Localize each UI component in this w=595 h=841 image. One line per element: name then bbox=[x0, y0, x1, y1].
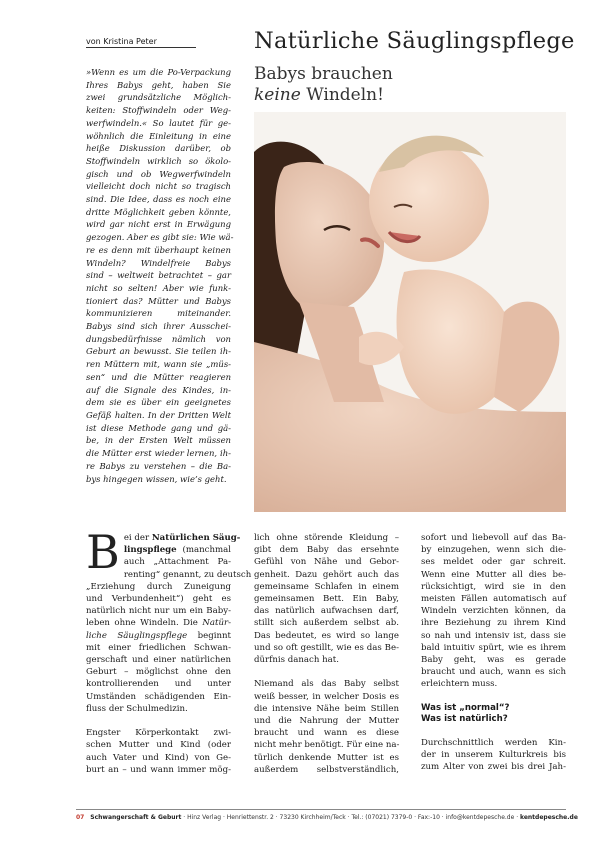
intro-line: tioniert das? Mütter und Babys bbox=[86, 295, 231, 306]
intro-line: sind – weltweit betrachtet – gar bbox=[86, 270, 231, 281]
page-number: 07 bbox=[76, 814, 85, 821]
text-line: ses meldet oder gar schreit. bbox=[421, 557, 566, 568]
page-footer bbox=[76, 809, 578, 821]
text-line: Gefühl von Nähe und Gebor- bbox=[254, 557, 399, 568]
italic-term: Natür- bbox=[202, 618, 231, 629]
intro-line: Gefäß halten. In der Dritten Welt bbox=[86, 409, 231, 420]
text-line: außerdem selbstverständlich, bbox=[254, 764, 399, 775]
intro-line: bys hingegen wissen, wie’s geht. bbox=[86, 473, 227, 484]
intro-line: werfwindeln.« So lautet für ge- bbox=[86, 117, 231, 128]
text-line: stillt sich außerdem selbst ab. bbox=[254, 618, 399, 629]
text-line: gemeinsamen Bett. Ein Baby, bbox=[254, 594, 399, 605]
intro-line: Ihres Babys geht, haben Sie bbox=[86, 79, 231, 90]
intro-line: wird gar nicht erst in Erwägung bbox=[86, 219, 231, 230]
text-line: so nah und intensiv ist, dass sie bbox=[421, 630, 566, 641]
text-line: burt an – und wann immer mög- bbox=[86, 764, 231, 775]
text-line: das natürlich aufwachsen darf, bbox=[254, 606, 399, 617]
text-line: Durchschnittlich werden Kin- bbox=[421, 738, 566, 749]
text-line: by einzugehen, wenn sich die- bbox=[421, 545, 566, 556]
intro-line: be, in der Ersten Welt müssen bbox=[86, 435, 231, 446]
text-line: braucht und auch, wann es sich bbox=[421, 667, 566, 678]
intro-line: auf die Signale des Kindes, in- bbox=[86, 384, 231, 395]
text-line: Niemand als das Baby selbst bbox=[254, 679, 399, 690]
text-line: dürfnis danach hat. bbox=[254, 655, 339, 666]
article-subtitle bbox=[254, 64, 393, 106]
text-line: Das bedeutet, es wird so lange bbox=[254, 630, 399, 641]
text-line: Wenn eine Mutter all dies be- bbox=[421, 569, 566, 580]
intro-line: wöhnlich die Einleitung in eine bbox=[86, 130, 231, 141]
publisher-details: · Hinz Verlag · Henriettenstr. 2 · 73230 Kirchheim/Teck · Tel.: (07021) 7379-0 · Fax:-10 · info@kentdepesche.de · bbox=[181, 814, 521, 821]
website: kentdepesche.de bbox=[520, 814, 578, 821]
body-column-2 bbox=[254, 532, 399, 776]
intro-line: ren Müttern mit, wann sie „müs- bbox=[86, 359, 231, 370]
text-line: der in unserem Kulturkreis bis bbox=[421, 750, 566, 761]
subtitle-emphasis: keine bbox=[254, 85, 301, 105]
intro-line: dungsbedürfnisse nämlich von bbox=[86, 333, 231, 344]
intro-line: dritte Möglichkeit geben könnte, bbox=[86, 206, 231, 217]
text-line: nicht mehr benötigt. Für eine na- bbox=[254, 740, 400, 751]
magazine-name: Schwangerschaft & Geburt bbox=[90, 814, 182, 821]
intro-line: sen“ und die Mütter reagieren bbox=[86, 371, 231, 382]
intro-line: vielleicht doch nicht so tragisch bbox=[86, 181, 231, 192]
section-subheading bbox=[421, 703, 566, 725]
text-line: „Erziehung durch Zuneigung bbox=[86, 581, 231, 592]
intro-line: gisch und ob Wegwerfwindeln bbox=[86, 168, 231, 179]
text-line: genheit. Dazu gehört auch das bbox=[254, 569, 399, 580]
text-run: renting“ genannt, zu deutsch bbox=[123, 569, 252, 580]
intro-line: »Wenn es um die Po-Verpackung bbox=[86, 67, 231, 77]
text-line: ihre Beziehung zu ihrem Kind bbox=[421, 618, 566, 629]
intro-line: re Babys zu verstehen – die Ba- bbox=[86, 460, 231, 471]
text-line: lich ohne störende Kleidung – bbox=[254, 533, 399, 543]
author-byline: von Kristina Peter bbox=[86, 37, 196, 48]
text-line: und die Nahrung der Mutter bbox=[254, 716, 399, 727]
text-line: Engster Körperkontakt zwi- bbox=[86, 728, 231, 739]
text-run: (manchmal bbox=[176, 545, 231, 556]
text-line: zum Alter von zwei bis drei Jah- bbox=[421, 762, 566, 773]
text-line: Geburt – möglichst ohne den bbox=[86, 667, 231, 678]
text-line: natürlich nicht nur um ein Baby- bbox=[86, 606, 231, 617]
italic-term: liche Säuglingspflege bbox=[86, 630, 188, 641]
drop-cap: B bbox=[86, 525, 120, 579]
text-line: und Verbundenheit“) geht es bbox=[86, 594, 231, 605]
intro-line: gezogen. Aber es gibt sie: Wie wä- bbox=[86, 232, 234, 243]
intro-line: Geburt an bewusst. Sie teilen ih- bbox=[86, 346, 231, 357]
bold-term: Natürlichen Säug- bbox=[151, 533, 241, 543]
intro-line: die Mütter erst wieder lernen, ih- bbox=[86, 448, 231, 459]
text-line: rücksichtigt, wird sie in den bbox=[421, 581, 566, 592]
text-run: leben ohne Windeln. Die bbox=[86, 618, 203, 629]
subtitle-line-1: Babys brauchen bbox=[254, 64, 393, 84]
intro-line: heiße Diskussion darüber, ob bbox=[86, 143, 231, 154]
text-line: gerschaft und einer natürlichen bbox=[86, 655, 231, 666]
text-line: gemeinsame Schlafen in einem bbox=[254, 581, 399, 592]
intro-line: nicht so selten! Aber wie funk- bbox=[86, 282, 231, 293]
text-line: schen Mutter und Kind (oder bbox=[86, 740, 231, 751]
text-line bbox=[86, 617, 231, 629]
intro-line: sind. Die Idee, dass es noch eine bbox=[86, 194, 231, 205]
text-line: kontrollierenden und unter bbox=[86, 679, 231, 690]
text-line: mit einer friedlichen Schwan- bbox=[86, 642, 231, 653]
subtitle-line-2 bbox=[254, 85, 393, 106]
intro-line: dem sie es über ein geeignetes bbox=[86, 397, 231, 408]
article-title: Natürliche Säuglingspflege bbox=[254, 28, 575, 54]
text-line: Umständen schädigenden Ein- bbox=[86, 691, 231, 702]
text-line: braucht und wann es diese bbox=[254, 728, 399, 739]
body-column-1 bbox=[86, 525, 252, 776]
intro-line: Babys sind sich ihrer Ausschei- bbox=[86, 321, 231, 332]
subheading-line-1: Was ist „normal“? bbox=[421, 702, 510, 713]
intro-line: kommunizieren miteinander. bbox=[86, 308, 231, 319]
text-run: ei der bbox=[123, 533, 152, 543]
text-line: sofort und liebevoll auf das Ba- bbox=[421, 533, 566, 543]
intro-line: Windeln? Windelfreie Babys bbox=[86, 257, 231, 268]
subtitle-line-2-rest: Windeln! bbox=[300, 85, 384, 105]
text-line: auch Vater und Kind) von Ge- bbox=[86, 752, 231, 763]
subheading-line-2: Was ist natürlich? bbox=[421, 713, 508, 724]
text-line: türlich denkende Mutter ist es bbox=[254, 752, 399, 763]
mother-baby-photo bbox=[254, 112, 566, 512]
intro-line: zwei grundsätzliche Möglich- bbox=[86, 92, 231, 103]
body-column-3 bbox=[421, 532, 566, 774]
text-line bbox=[86, 630, 231, 642]
text-line: fluss der Schulmedizin. bbox=[86, 703, 188, 714]
mother-baby-illustration bbox=[254, 112, 566, 512]
text-line: erleichtern muss. bbox=[421, 679, 498, 690]
bold-term: lingspflege bbox=[123, 545, 177, 556]
text-line: die intensive Nähe beim Stillen bbox=[254, 703, 399, 714]
text-line: weiß besser, in welcher Dosis es bbox=[254, 691, 399, 702]
text-line: Windeln verzichten können, da bbox=[421, 606, 566, 617]
text-run: auch „Attachment Pa- bbox=[123, 557, 231, 568]
text-line: gibt dem Baby das ersehnte bbox=[254, 545, 399, 556]
text-line: meisten Fällen automatisch auf bbox=[421, 594, 566, 605]
intro-line: keiten: Stoffwindeln oder Weg- bbox=[86, 105, 231, 116]
intro-line: re es denn mit überhaupt keinen bbox=[86, 244, 231, 255]
intro-text bbox=[86, 66, 234, 485]
intro-line: ist diese Methode gang und gä- bbox=[86, 422, 231, 433]
text-line: Baby geht, was es gerade bbox=[421, 655, 566, 666]
text-line: und so oft gestillt, wie es das Be- bbox=[254, 642, 399, 653]
intro-line: Stoffwindeln wirklich so ökolo- bbox=[86, 155, 231, 166]
text-line: bald intuitiv spürt, wie es ihrem bbox=[421, 642, 566, 653]
text-run: beginnt bbox=[187, 630, 231, 641]
